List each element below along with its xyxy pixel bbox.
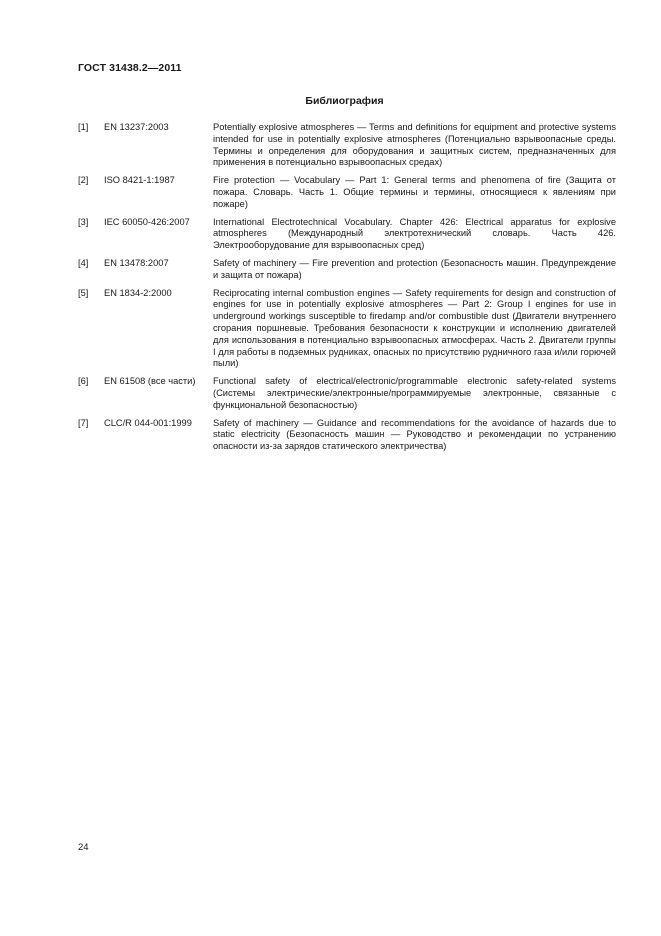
entry-standard-code: EN 13478:2007 — [104, 257, 169, 268]
entry-standard-code: CLC/R 044-001:1999 — [104, 417, 192, 428]
entry-title: Safety of machinery — Fire prevention and protection (Безопасность машин. Предупреждение и защита от пожара) — [213, 257, 616, 280]
entry-standard-code: EN 1834-2:2000 — [104, 287, 172, 298]
entry-standard-code: ISO 8421-1:1987 — [104, 175, 175, 186]
bibliography-entry — [78, 175, 616, 210]
entry-number: [5] — [78, 287, 89, 298]
entry-standard-code: EN 61508 (все части) — [104, 376, 196, 387]
bibliography-list — [78, 122, 616, 459]
section-title: Библиография — [305, 95, 384, 107]
bibliography-entry — [78, 122, 616, 169]
entry-title: International Electrotechnical Vocabulary. Chapter 426: Electrical apparatus for explosive atmospheres (Международный электротехнический словарь. Часть 426. Электрооборудование для взрывоопасных сред) — [213, 216, 616, 251]
page-number: 24 — [78, 842, 89, 853]
bibliography-entry — [78, 217, 616, 252]
entry-number: [6] — [78, 376, 89, 387]
entry-title: Functional safety of electrical/electronic/programmable electronic safety-related systems (Системы электрические/электронные/программируемые электронные, связанные с функциональной безопасностью) — [213, 376, 616, 410]
bibliography-entry — [78, 258, 616, 282]
bibliography-entry — [78, 418, 616, 453]
entry-title: Reciprocating internal combustion engines — Safety requirements for design and construction of engines for use in potentially explosive atmospheres — Part 2: Group I engines for use in underground workings susceptible to firedamp and/or combustible dust (Двигатели внутреннего сгорания поршневые. Требования безопасности к конструкции и исполнению двигателей для использования в потенциально взрывоопасных атмосферах. Часть 2. Двигатели группы I для работы в подземных рудниках, опасных по присутствию рудничного газа и/или горючей пыли) — [213, 287, 616, 369]
document-code-header: ГОСТ 31438.2—2011 — [78, 62, 182, 74]
entry-title: Fire protection — Vocabulary — Part 1: General terms and phenomena of fire (Защита от пожара. Словарь. Часть 1. Общие термины и термины, относящиеся к явлениям при пожаре) — [213, 175, 616, 209]
entry-number: [7] — [78, 417, 89, 428]
entry-standard-code: IEC 60050-426:2007 — [104, 216, 190, 227]
bibliography-entry — [78, 288, 616, 371]
entry-standard-code: EN 13237:2003 — [104, 122, 169, 132]
entry-number: [3] — [78, 216, 89, 227]
bibliography-entry — [78, 376, 616, 411]
entry-title: Safety of machinery — Guidance and recommendations for the avoidance of hazards due to static electricity (Безопасность машин — Руководство и рекомендации по устранению опасности из-за зарядов статического электричества) — [213, 417, 616, 452]
entry-number: [2] — [78, 175, 89, 186]
entry-number: [1] — [78, 122, 89, 132]
entry-number: [4] — [78, 257, 89, 268]
entry-title: Potentially explosive atmospheres — Terms and definitions for equipment and protective systems intended for use in potentially explosive atmospheres (Потенциально взрывоопасные среды. Термины и определения для оборудования и защитных систем, предназначенных для применения в потенциально взрывоопасных средах) — [213, 122, 616, 168]
